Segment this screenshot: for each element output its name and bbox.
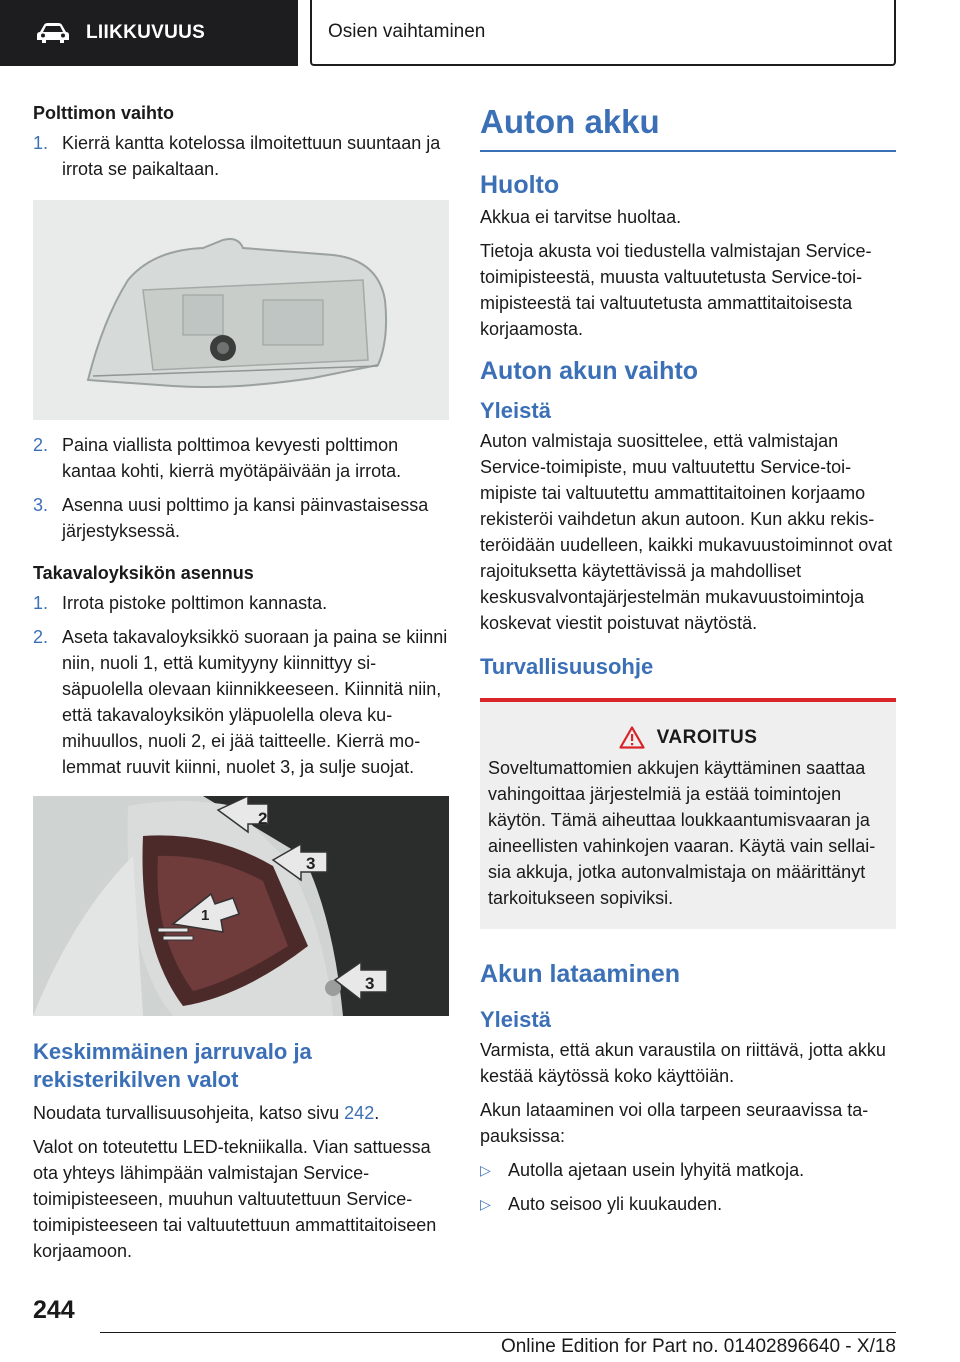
footer-divider xyxy=(100,1332,896,1333)
safety-reference xyxy=(33,1100,449,1126)
svg-text:2: 2 xyxy=(258,809,268,828)
warning-box xyxy=(480,698,896,929)
tail-unit-install-heading: Takavaloyksikön asennus xyxy=(33,563,254,583)
general-heading: Yleistä xyxy=(480,398,551,423)
list-item xyxy=(33,590,449,616)
step-text: Aseta takavaloyksikkö suoraan ja paina se kiinni niin, nuoli 1, että kumityyny kiinnittyy sisäpuolella olevaan kiinnikkeeseen. Kiinnitä niin, että takavaloyksikön yläpuolella oleva kumihuullos, nuoli 2, ei jää taitteelle. Kierrä molemmat ruuvit kiinni, nuolet 3, ja sulje suojat. xyxy=(62,627,448,777)
step-number: 1. xyxy=(33,133,49,153)
battery-replace-heading: Auton akun vaihto xyxy=(480,357,699,385)
section-title: LIIKKUVUUS xyxy=(86,22,206,43)
warning-triangle-icon xyxy=(619,726,645,749)
maintenance-p1: Akkua ei tarvitse huoltaa. xyxy=(480,207,682,227)
list-item xyxy=(33,492,449,544)
brake-light-heading: Keskimmäinen jarruvalo ja rekisterikilven valot xyxy=(33,1039,312,1092)
header-chapter-box xyxy=(310,0,896,66)
maintenance-heading: Huolto xyxy=(480,171,560,199)
left-column xyxy=(33,100,449,1272)
replace-paragraph: Auton valmistaja suosittelee, että valmistajan Service-toimipiste, muu valtuutettu Service-toimipiste tai valtuutettu ammattitaitoinen korjaamo rekisteröi vaihdetun akun autoon. Kun akku rekisteröidään uudelleen, kaikki mukavuustoiminnot ovat rajoituksetta käytettävissä ja mahdolliset keskusvalvontajärjestelmän mukavuustoimintoja koskevat viestit poistuvat näytöstä. xyxy=(480,431,893,633)
bulb-change-heading: Polttimon vaihto xyxy=(33,103,174,123)
list-item xyxy=(480,1157,896,1183)
step-text: Paina viallista polttimoa kevyesti polttimon kantaa kohti, kierrä myötäpäivään ja irrota. xyxy=(62,435,402,481)
bullet-text: Auto seisoo yli kuukauden. xyxy=(508,1194,723,1214)
header-section-tab xyxy=(0,0,298,66)
charging-p2: Akun lataaminen voi olla tarpeen seuraavissa tapauksissa: xyxy=(480,1100,869,1146)
triangle-bullet-icon: ▷ xyxy=(480,1162,491,1178)
page-number: 244 xyxy=(33,1296,75,1324)
svg-text:3: 3 xyxy=(306,854,316,873)
page-link-242[interactable]: 242 xyxy=(344,1103,375,1123)
svg-text:1: 1 xyxy=(201,907,210,924)
maintenance-p2: Tietoja akusta voi tiedustella valmistajan Service-toimipisteestä, muusta valtuutetusta Service-toimipisteestä tai valtuutetusta ammattitaitoisesta korjaamosta. xyxy=(480,241,872,339)
step-number: 2. xyxy=(33,435,49,455)
step-text: Irrota pistoke polttimon kannasta. xyxy=(62,593,328,613)
warning-label: VAROITUS xyxy=(656,726,758,748)
car-icon xyxy=(36,22,70,44)
list-item xyxy=(33,130,449,182)
step-number: 3. xyxy=(33,495,49,515)
step-number: 1. xyxy=(33,593,49,613)
list-item xyxy=(33,432,449,484)
chapter-title: Osien vaihtaminen xyxy=(328,21,486,42)
edition-text: Online Edition for Part no. 01402896640 - X/18 xyxy=(500,1336,896,1357)
reference-text: Noudata turvallisuusohjeita, katso sivu xyxy=(33,1103,345,1123)
bullet-text: Autolla ajetaan usein lyhyitä matkoja. xyxy=(508,1160,805,1180)
svg-text:3: 3 xyxy=(365,974,375,993)
led-paragraph: Valot on toteutettu LED-tekniikalla. Vian sattuessa ota yhteys lähimpään valmistajan Service-toimipisteeseen, muuhun valtuutettuun Service-toimipisteeseen tai valtuutettuun ammattitaitoiseen korjaamoon. xyxy=(33,1137,437,1261)
warning-text: Soveltumattomien akkujen käyttäminen saattaa vahingoittaa järjestelmiä ja estää toimintojen käytön. Tämä aiheuttaa loukkaantumisvaaran ja aineellisten vahinkojen vaaran. Käytä vain sellaisia akkuja, jotka autonvalmistaja on määrittänyt tarkoitukseen sopiviksi. xyxy=(488,758,876,908)
charging-p1: Varmista, että akun varaustila on riittävä, jotta akku kestää käytössä koko käyttöiän. xyxy=(480,1040,886,1086)
step-text: Kierrä kantta kotelossa ilmoitettuun suuntaan ja irrota se paikaltaan. xyxy=(62,133,441,179)
list-item xyxy=(480,1191,896,1217)
step-text: Asenna uusi polttimo ja kansi päinvastaisessa järjestyksessä. xyxy=(62,495,429,541)
right-column xyxy=(480,100,896,1225)
list-item xyxy=(33,624,449,780)
tail-light-install-image xyxy=(33,796,449,1016)
charging-heading: Akun lataaminen xyxy=(480,960,681,988)
charging-general-heading: Yleistä xyxy=(480,1007,551,1032)
warning-header xyxy=(488,726,888,749)
tail-light-housing-image xyxy=(33,200,449,420)
reference-end: . xyxy=(374,1103,380,1123)
step-number: 2. xyxy=(33,627,49,647)
battery-heading: Auton akku xyxy=(480,100,896,152)
triangle-bullet-icon: ▷ xyxy=(480,1196,491,1212)
safety-heading: Turvallisuusohje xyxy=(480,654,654,679)
